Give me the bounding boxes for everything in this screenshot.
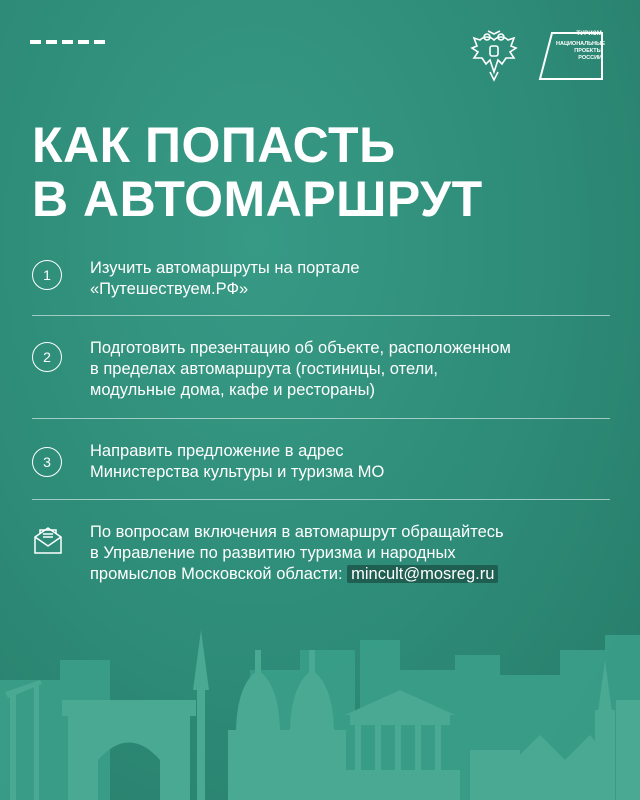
city-skyline [0, 600, 640, 800]
divider-1 [32, 315, 610, 316]
step-3-line-1: Направить предложение в адрес [90, 442, 344, 460]
title-line-2: В АВТОМАРШРУТ [32, 171, 483, 227]
divider-3 [32, 499, 610, 500]
contact-line-3 [90, 564, 620, 585]
email-link[interactable]: mincult@mosreg.ru [347, 565, 498, 583]
page-title [32, 118, 483, 226]
contact-line-1: По вопросам включения в автомаршрут обращайтесь [90, 523, 504, 541]
step-1-text [90, 258, 630, 300]
project-top-label: ТУРИЗМ [576, 31, 602, 37]
step-2-line-1: Подготовить презентацию об объекте, расположенном [90, 339, 511, 357]
step-number-3: 3 [32, 447, 62, 477]
step-3-text [90, 441, 630, 483]
divider-2 [32, 418, 610, 419]
title-line-1: КАК ПОПАСТЬ [32, 117, 396, 173]
step-2-line-2: в пределах автомаршрута (гостиницы, отели, [90, 360, 439, 378]
step-1-line-1: Изучить автомаршруты на портале [90, 259, 360, 277]
step-2-line-3: модульные дома, кафе и рестораны) [90, 381, 375, 399]
dash-decoration [30, 40, 105, 44]
national-projects-logo [538, 29, 604, 83]
double-headed-eagle-icon [468, 28, 520, 84]
step-number-1: 1 [32, 260, 62, 290]
step-1-line-2: «Путешествуем.РФ» [90, 280, 249, 298]
envelope-icon [32, 524, 64, 556]
step-number-2: 2 [32, 342, 62, 372]
contact-line-2: в Управление по развитию туризма и народных [90, 544, 456, 562]
project-name-label: НАЦИОНАЛЬНЫЕ ПРОЕКТЫ РОССИИ [556, 41, 606, 61]
step-2-text [90, 338, 630, 401]
logos [468, 28, 604, 84]
step-3-line-2: Министерства культуры и туризма МО [90, 463, 385, 481]
contact-text [90, 522, 620, 585]
contact-line-3-prefix: промыслов Московской области: [90, 565, 343, 583]
